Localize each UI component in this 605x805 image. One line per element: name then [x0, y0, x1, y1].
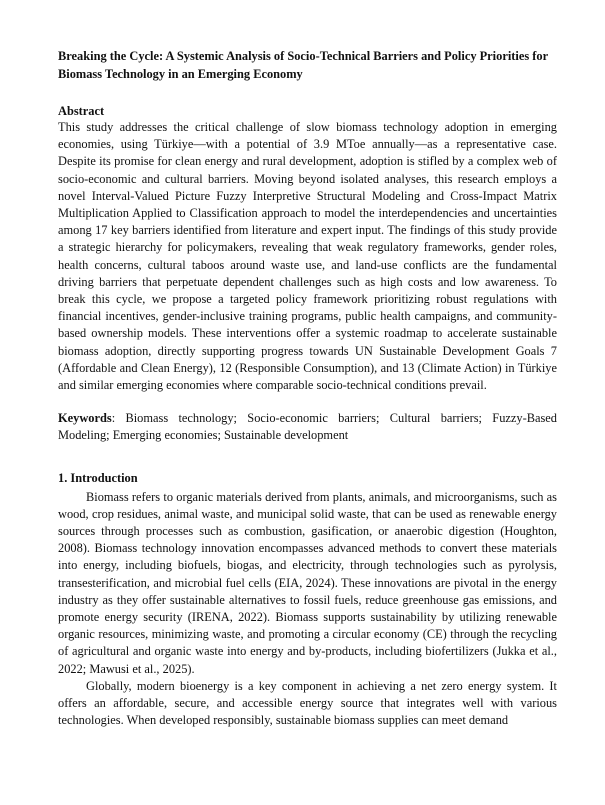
keywords-line — [58, 410, 557, 444]
introduction-paragraph-1: Biomass refers to organic materials derived from plants, animals, and microorganisms, such as wood, crop residues, animal waste, and municipal solid waste, that can be used as renewable energy sources through processes such as combustion, gasification, or anaerobic digestion (Houghton, 2008). Biomass technology innovation encompasses advanced methods to convert these materials into energy, including biofuels, biogas, and electricity, through technologies such as pyrolysis, transesterification, and microbial fuel cells (EIA, 2024). These innovations are pivotal in the energy industry as they offer sustainable alternatives to fossil fuels, reduce greenhouse gas emissions, and promote energy security (IRENA, 2022). Biomass supports sustainability by utilizing renewable organic resources, minimizing waste, and promoting a circular economy (CE) through the recycling of agricultural and organic waste into energy and by-products, including biofertilizers (Jukka et al., 2022; Mawusi et al., 2025). — [58, 489, 557, 676]
abstract-body: This study addresses the critical challenge of slow biomass technology adoption in emerging economies, using Türkiye—with a potential of 3.9 MToe annually—as a representative case. Despite its promise for clean energy and rural development, adoption is stifled by a complex web of socio-economic and cultural barriers. Moving beyond isolated analyses, this research employs a novel Interval-Valued Picture Fuzzy Interpretive Structural Modeling and Cross-Impact Matrix Multiplication Applied to Classification approach to model the interdependencies and uncertainties among 17 key barriers identified from literature and expert input. The findings of this study provide a strategic hierarchy for policymakers, revealing that weak regulatory frameworks, gender roles, health concerns, cultural taboos around waste use, and land-use conflicts are the fundamental driving barriers that perpetuate dependent challenges such as high costs and low awareness. To break this cycle, we propose a targeted policy framework prioritizing robust regulations with financial incentives, gender-inclusive training programs, public health campaigns, and community-based ownership models. These interventions offer a systemic roadmap to accelerate sustainable biomass adoption, directly supporting progress towards UN Sustainable Development Goals 7 (Affordable and Clean Energy), 12 (Responsible Consumption), and 13 (Climate Action) in Türkiye and similar emerging economies where comparable socio-technical conditions prevail. — [58, 120, 557, 393]
keywords-list: : Biomass technology; Socio-economic barriers; Cultural barriers; Fuzzy-Based Modeling; Emerging economies; Sustainable development — [58, 411, 557, 443]
paper-page — [58, 47, 557, 730]
keywords-label: Keywords — [58, 411, 112, 426]
paper-title: Breaking the Cycle: A Systemic Analysis of Socio-Technical Barriers and Policy Priorities for Biomass Technology in an Emerging Economy — [58, 49, 548, 81]
introduction-paragraph-2: Globally, modern bioenergy is a key component in achieving a net zero energy system. It offers an affordable, secure, and accessible energy source that integrates well with various technologies. When developed responsibly, sustainable biomass supplies can meet demand — [58, 678, 557, 728]
section-heading-introduction: 1. Introduction — [58, 470, 138, 485]
abstract-heading: Abstract — [58, 104, 105, 118]
